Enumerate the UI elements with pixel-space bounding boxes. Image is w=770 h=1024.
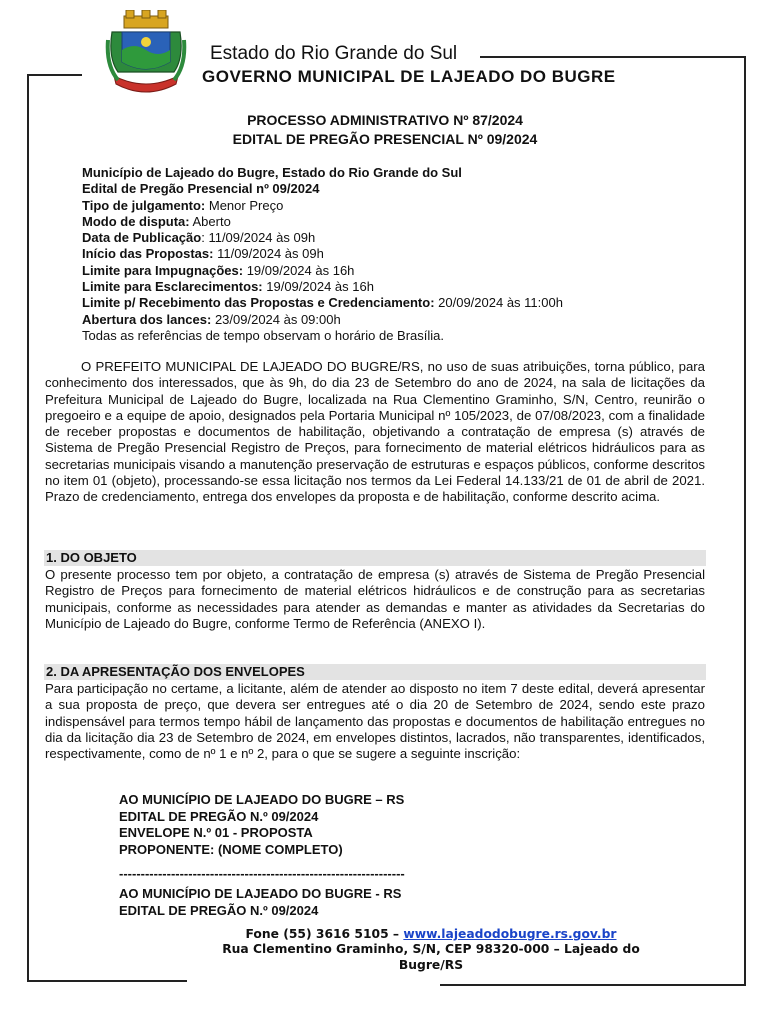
section-1-text: O presente processo tem por objeto, a contratação de empresa (s) através de Sistema de Pregão Presencial Registro de Preços para fornecimento de material elétricos hidráulicos e de construção para as secretarias municipais, conforme as necessidades para atender as demandas e manter as atividades da Secretarias do Município de Lajeado do Bugre, conforme Termo de Referência (ANEXO I). bbox=[45, 567, 705, 631]
footer-address-line-1: Rua Clementino Graminho, S/N, CEP 98320-000 – Lajeado do bbox=[222, 942, 640, 956]
envelope-2-inscription bbox=[119, 886, 401, 919]
envelope-1-line: EDITAL DE PREGÃO N.º 09/2024 bbox=[119, 808, 319, 824]
envelope-2-line: EDITAL DE PREGÃO N.º 09/2024 bbox=[119, 902, 319, 918]
frame-bottom-left bbox=[27, 980, 187, 982]
meta-impugnation: Limite para Impugnações: 19/09/2024 às 16h bbox=[82, 262, 355, 278]
frame-right bbox=[744, 56, 746, 986]
meta-proposals-start: Início das Propostas: 11/09/2024 às 09h bbox=[82, 246, 324, 262]
government-name: GOVERNO MUNICIPAL DE LAJEADO DO BUGRE bbox=[202, 67, 616, 86]
footer-phone: Fone (55) 3616 5105 – bbox=[245, 927, 404, 941]
municipal-coat-of-arms-icon bbox=[104, 10, 188, 102]
edital-title: EDITAL DE PREGÃO PRESENCIAL Nº 09/2024 bbox=[232, 131, 538, 147]
envelope-1-line: AO MUNICÍPIO DE LAJEADO DO BUGRE – RS bbox=[119, 792, 405, 807]
edital-metadata bbox=[82, 165, 722, 344]
intro-paragraph: O PREFEITO MUNICIPAL DE LAJEADO DO BUGRE/RS, no uso de suas atribuições, torna público, para conhecimento dos interessados, que às 9h, do dia 23 de Setembro do ano de 2024, na sala de licitações da Prefeitura Municipal de Lajeado do Bugre, localizada na Rua Clementino Graminho, S/N, Centro, reunirão o pregoeiro e a equipe de apoio, designados pela Portaria Municipal nº 105/2023, de 07/08/2023, com a finalidade de receber propostas e documentos de habilitação, objetivando a contratação de empresa (s) através de Sistema de Pregão Presencial Registro de Preços, para fornecimento de material elétricos hidráulicos para as secretarias municipais visando a manutenção preservação de estruturas e espaços públicos, conforme descritos no item 01 (objeto), processando-se essa licitação nos termos da Lei Federal 14.133/21 de 01 de abril de 2021. Prazo de credenciamento, entrega dos envelopes da proposta e de habilitação, conforme descrito acima. bbox=[45, 359, 705, 505]
meta-time-note: Todas as referências de tempo observam o horário de Brasília. bbox=[82, 327, 445, 343]
section-2-heading: 2. DA APRESENTAÇÃO DOS ENVELOPES bbox=[44, 664, 706, 680]
section-1-heading: 1. DO OBJETO bbox=[44, 550, 706, 566]
envelope-1-inscription bbox=[119, 792, 404, 858]
meta-clarification: Limite para Esclarecimentos: 19/09/2024 às 16h bbox=[82, 279, 374, 295]
envelope-1-line: ENVELOPE N.º 01 - PROPOSTA bbox=[119, 825, 313, 840]
envelope-1-line: PROPONENTE: (NOME COMPLETO) bbox=[119, 841, 343, 857]
meta-opening: Abertura dos lances: 23/09/2024 às 09:00h bbox=[82, 311, 341, 327]
meta-edital: Edital de Pregão Presencial nº 09/2024 bbox=[82, 181, 320, 197]
envelope-separator: ------------------------------------------------------------------ bbox=[119, 866, 405, 881]
meta-municipality: Município de Lajeado do Bugre, Estado do Rio Grande do Sul bbox=[82, 165, 462, 180]
section-2-text: Para participação no certame, a licitante, além de atender ao disposto no item 7 deste edital, deverá apresentar a sua proposta de preço, que devera ser entregues até o dia 20 de Setembro de 2024, sendo este prazo indispensável para termos tempo hábil de lançamento das propostas e documentos de habilitação entregues no dia da licitação dia 23 de Setembro de 2024, em envelopes distintos, lacrados, não transparentes, identificados, respectivamente, como de nº 1 e nº 2, para o que se sugere a seguinte inscrição: bbox=[45, 681, 705, 762]
envelope-2-line: AO MUNICÍPIO DE LAJEADO DO BUGRE - RS bbox=[119, 886, 402, 901]
frame-top-left bbox=[27, 74, 82, 76]
meta-publication: Data de Publicação: 11/09/2024 às 09h bbox=[82, 230, 316, 246]
meta-dispute: Modo de disputa: Aberto bbox=[82, 213, 231, 229]
frame-top-right bbox=[480, 56, 746, 58]
state-name: Estado do Rio Grande do Sul bbox=[210, 43, 458, 64]
footer-address-line-2: Bugre/RS bbox=[398, 958, 464, 972]
frame-left bbox=[27, 74, 29, 982]
footer-website-link[interactable]: www.lajeadodobugre.rs.gov.br bbox=[403, 927, 617, 941]
process-title: PROCESSO ADMINISTRATIVO Nº 87/2024 bbox=[247, 112, 523, 128]
frame-bottom-right bbox=[440, 984, 746, 986]
meta-receipt: Limite p/ Recebimento das Propostas e Credenciamento: 20/09/2024 às 11:00h bbox=[82, 295, 563, 311]
meta-judgement: Tipo de julgamento: Menor Preço bbox=[82, 197, 284, 213]
footer-contact bbox=[0, 926, 770, 942]
